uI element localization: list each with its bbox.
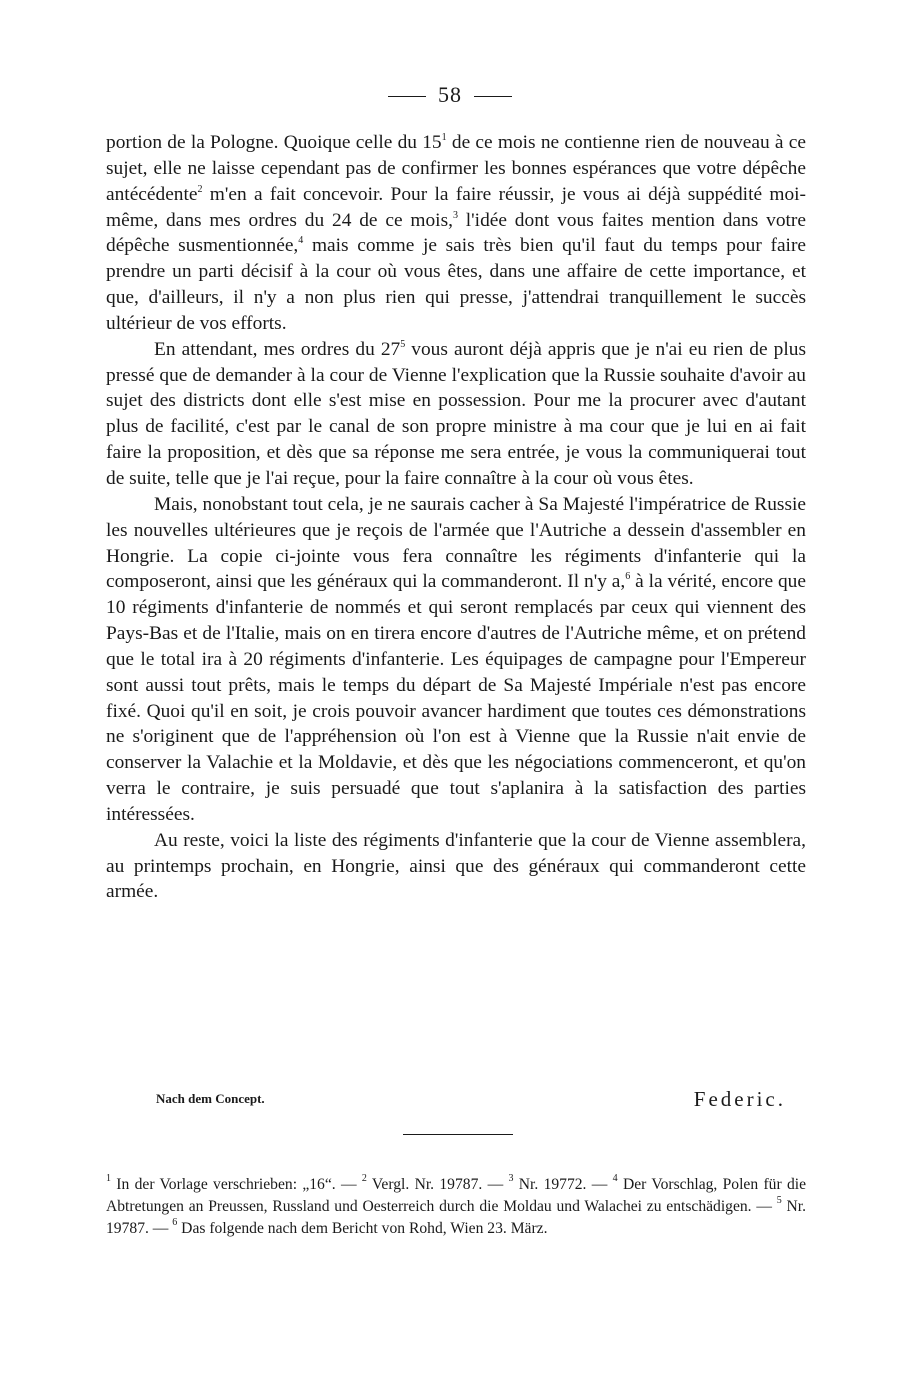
footnote-marker: 1	[106, 1173, 111, 1184]
footnote-separator	[403, 1134, 513, 1135]
paragraph	[106, 130, 806, 337]
footnote-marker: 5	[776, 1195, 782, 1206]
paragraph-text: l'idée dont vous faites mention dans votre dépêche susmentionnée,	[106, 209, 806, 257]
paragraph-text: à la vérité, encore que 10 régiments d'infanterie de nommés et qui seront remplacés par ceux qui viennent des Pays-Bas et de l'Italie, mais on en tirera encore d'autres de l'Autriche même, et on prétend que le total ira à 20 régiments d'infanterie. Les équipages de campagne pour l'Empereur sont aussi tout prêts, mais le temps du départ de Sa Majesté Impériale n'est pas encore fixé. Quoi qu'il en soit, je crois pouvoir avancer hardiment que toutes ces démonstrations ne s'originent que de l'appréhension où l'on est à Vienne que la Russie n'ait envie de conserver la Valachie et la Moldavie, et dès que les négociations commenceront, et qu'on verra le contraire, je suis persuadé que tout s'aplanira à la satisfaction des parties intéressées.	[106, 571, 806, 825]
signature: Federic.	[693, 1087, 786, 1111]
paragraph-text: vous auront déjà appris que je n'ai eu rien de plus pressé que de demander à la cour de Vienne l'explication que la Russie souhaite d'avoir au sujet des districts dont elle s'est mise en possession. Pour me la procurer avec d'autant plus de facilité, c'est par le canal de son propre ministre à ma cour que je lui en ai fait faire la proposition, et dès que sa réponse me sera entrée, je vous la communiquerai tout de suite, telle que je l'ai reçue, pour la faire connaître à la cour où vous êtes.	[106, 338, 806, 489]
letter-body	[106, 130, 806, 905]
footnote-ref: 5	[400, 338, 406, 350]
page-number: 58	[438, 82, 462, 107]
paragraph-text: Au reste, voici la liste des régiments d'infanterie que la cour de Vienne assemblera, au printemps prochain, en Hongrie, ainsi que des généraux qui commanderont cette armée.	[106, 829, 806, 903]
paragraph-text: mais comme je sais très bien qu'il faut du temps pour faire prendre un parti décisif à la cour où vous êtes, dans une affaire de cette importance, et que, d'ailleurs, il n'y a non plus rien qui presse, j'attendrai tranquillement le succès ultérieur de vos efforts.	[106, 235, 807, 334]
footnote-text-run: Der Vorschlag, Polen für die Abtretungen an Preussen, Russland und Oesterreich durch die Moldau und Walachei zu entschädigen. —	[106, 1176, 806, 1215]
footnote-text-run: Nr. 19787. —	[106, 1198, 807, 1237]
paragraph	[106, 492, 806, 828]
paragraph	[106, 337, 806, 492]
footnote-text	[106, 1174, 806, 1240]
footnote-text-run: Nr. 19772. —	[513, 1176, 613, 1193]
footnote-text-run: In der Vorlage verschrieben: „16“. —	[111, 1176, 362, 1193]
footnote-text-run: Das folgende nach dem Bericht von Rohd, Wien 23. März.	[177, 1220, 548, 1237]
paragraph-text: de ce mois ne contienne rien de nouveau à ce sujet, elle ne laisse cependant pas de confirmer les bonnes espérances que votre dépêche antécédente	[106, 132, 806, 205]
paragraph-text: En attendant, mes ordres du 27	[154, 338, 401, 360]
paragraph-text: portion de la Pologne. Quoique celle du 15	[106, 132, 442, 153]
signoff	[106, 1087, 806, 1113]
footnote-ref: 4	[298, 235, 304, 247]
page-header	[0, 82, 900, 108]
footnote-marker: 3	[508, 1173, 514, 1184]
header-dash-left	[388, 96, 426, 97]
footnotes	[106, 1174, 806, 1240]
footnote-ref: 2	[197, 183, 203, 195]
footnote-ref: 3	[452, 209, 458, 221]
footnote-marker: 2	[361, 1173, 367, 1184]
footnote-marker: 4	[612, 1173, 618, 1184]
header-dash-right	[474, 96, 512, 97]
footnote-marker: 6	[172, 1217, 178, 1228]
source-note: Nach dem Concept.	[156, 1091, 265, 1106]
footnote-ref: 1	[441, 132, 447, 143]
paragraph	[106, 828, 806, 906]
paragraph-text: Mais, nonobstant tout cela, je ne saurais cacher à Sa Majesté l'impératrice de Russie les nouvelles ultérieures que je reçois de l'armée que l'Autriche a dessein d'assembler en Hongrie. La copie ci-jointe vous fera connaître les régiments d'infanterie qui la composeront, ainsi que les généraux qui la commanderont. Il n'y a,	[106, 493, 806, 593]
footnote-ref: 6	[625, 571, 631, 583]
footnote-text-run: Vergl. Nr. 19787. —	[366, 1176, 509, 1193]
paragraph-text: m'en a fait concevoir. Pour la faire réussir, je vous ai déjà suppédité moi-même, dans mes ordres du 24 de ce mois,	[106, 183, 806, 231]
